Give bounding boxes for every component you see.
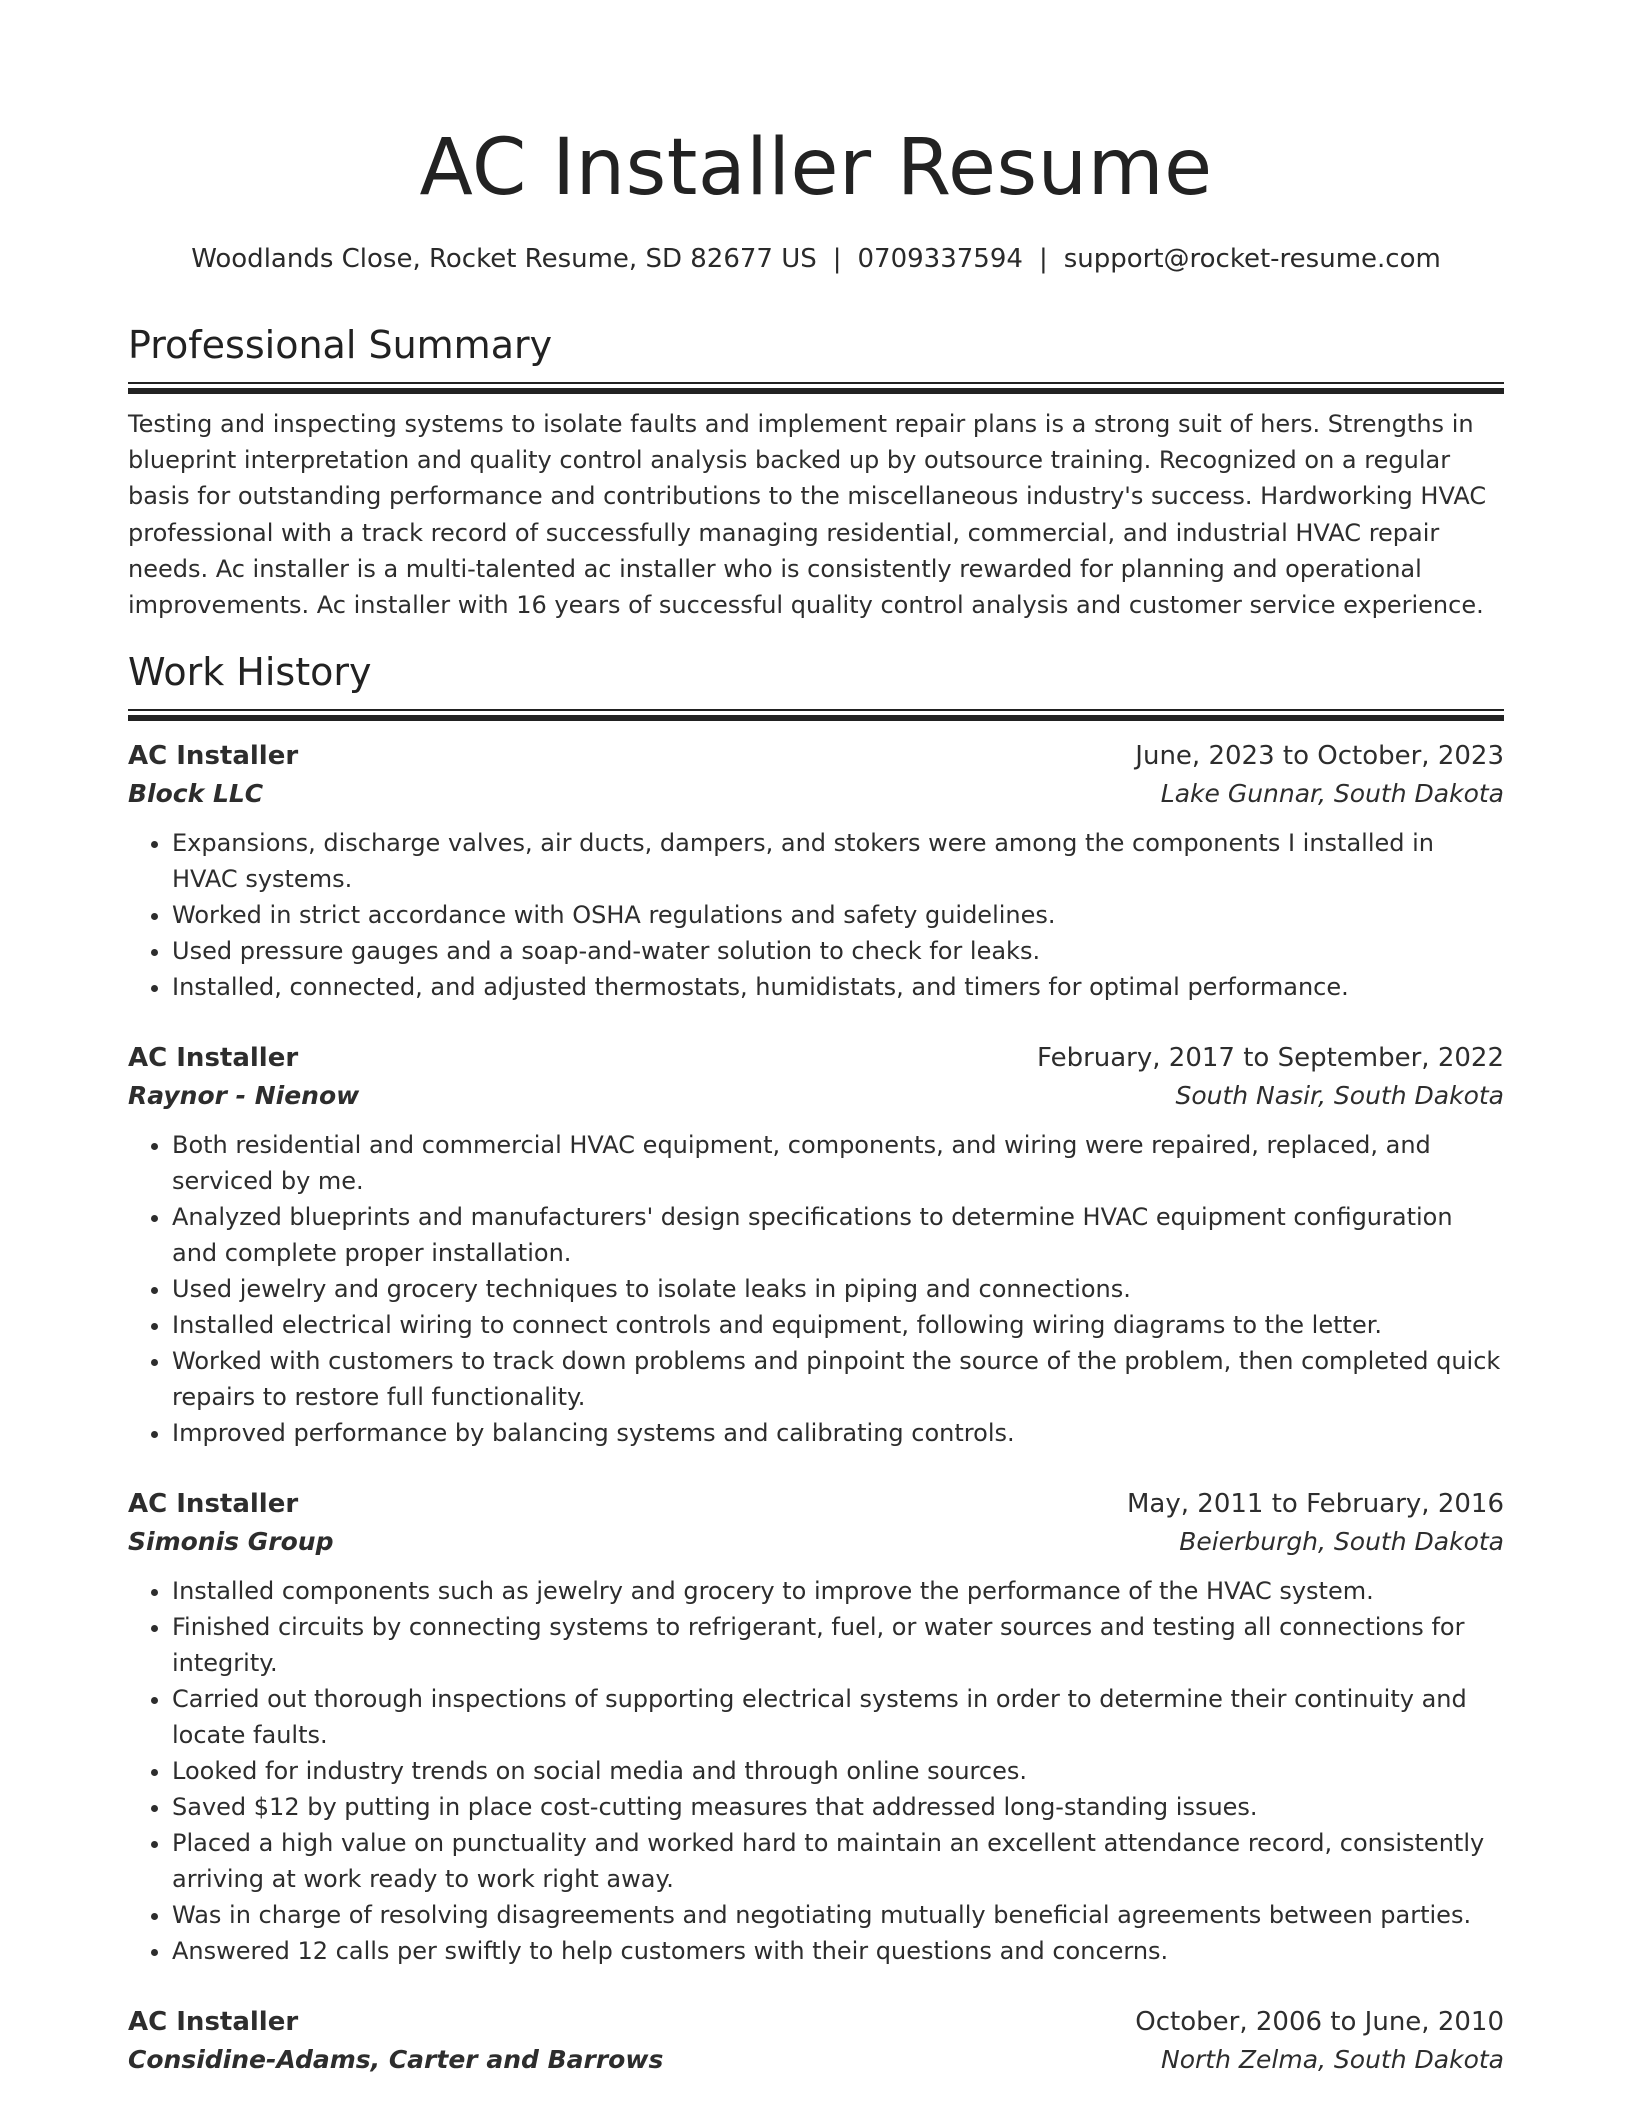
job-bullet: • Finished circuits by connecting systems to refrigerant, fuel, or water sources and testing all connections for integrity.	[172, 1609, 1504, 1681]
resume-page	[128, 0, 1504, 2079]
job-dates: October, 2006 to June, 2010	[1135, 2007, 1504, 2038]
section-divider	[128, 709, 1504, 719]
job-location: Lake Gunnar, South Dakota	[1160, 779, 1504, 809]
job-header-row	[128, 2003, 1504, 2041]
professional-summary-section	[128, 320, 1504, 623]
job-title: AC Installer	[128, 2007, 299, 2038]
job-bullet: • Installed, connected, and adjusted thermostats, humidistats, and timers for optimal performance.	[172, 969, 1504, 1005]
resume-title: AC Installer Resume	[419, 123, 1213, 213]
job-bullet: • Installed electrical wiring to connect controls and equipment, following wiring diagrams to the letter.	[172, 1307, 1504, 1343]
job-bullet: • Answered 12 calls per swiftly to help customers with their questions and concerns.	[172, 1933, 1504, 1969]
job-bullet: • Installed components such as jewelry and grocery to improve the performance of the HVAC system.	[172, 1573, 1504, 1609]
job-bullet: • Carried out thorough inspections of supporting electrical systems in order to determine their continuity and locate faults.	[172, 1681, 1504, 1753]
job-entry	[128, 1039, 1504, 1451]
job-location: South Nasir, South Dakota	[1175, 1081, 1504, 1111]
job-bullet-list	[128, 825, 1504, 1005]
job-title: AC Installer	[128, 1489, 299, 1520]
contact-separator: |	[832, 244, 842, 274]
job-company-row	[128, 2041, 1504, 2079]
job-bullet: • Worked with customers to track down problems and pinpoint the source of the problem, then completed quick repairs to restore full functionality.	[172, 1343, 1504, 1415]
job-company-row	[128, 775, 1504, 813]
job-bullet: • Worked in strict accordance with OSHA regulations and safety guidelines.	[172, 897, 1504, 933]
job-bullet: • Saved $12 by putting in place cost-cutting measures that addressed long-standing issues.	[172, 1789, 1504, 1825]
job-company: Block LLC	[128, 779, 264, 809]
summary-text: Testing and inspecting systems to isolate faults and implement repair plans is a strong suit of hers. Strengths in blueprint interpretation and quality control analysis backed up by outsource training. Recognized on a regular basis for outstanding performance and contributions to the miscellaneous industry's success. Hardworking HVAC professional with a track record of successfully managing residential, commercial, and industrial HVAC repair needs. Ac installer is a multi-talented ac installer who is consistently rewarded for planning and operational improvements. Ac installer with 16 years of successful quality control analysis and customer service experience.	[128, 410, 1487, 620]
job-company: Considine-Adams, Carter and Barrows	[128, 2045, 664, 2075]
job-title: AC Installer	[128, 741, 299, 772]
job-bullet: • Was in charge of resolving disagreements and negotiating mutually beneficial agreements between parties.	[172, 1897, 1504, 1933]
work-history-section	[128, 647, 1504, 2079]
job-bullet: • Analyzed blueprints and manufacturers' design specifications to determine HVAC equipment configuration and complete proper installation.	[172, 1199, 1504, 1271]
job-company-row	[128, 1523, 1504, 1561]
job-header-row	[128, 1485, 1504, 1523]
job-bullet: • Improved performance by balancing systems and calibrating controls.	[172, 1415, 1504, 1451]
job-location: North Zelma, South Dakota	[1161, 2045, 1504, 2075]
job-bullet-list	[128, 1573, 1504, 1969]
job-bullet: • Used pressure gauges and a soap-and-water solution to check for leaks.	[172, 933, 1504, 969]
job-entry	[128, 1485, 1504, 1969]
job-header-row	[128, 1039, 1504, 1077]
job-bullet: • Both residential and commercial HVAC equipment, components, and wiring were repaired, replaced, and serviced by me.	[172, 1127, 1504, 1199]
contact-phone: 0709337594	[857, 244, 1023, 274]
contact-address: Woodlands Close, Rocket Resume, SD 82677 US	[191, 244, 817, 274]
contact-email: support@rocket-resume.com	[1063, 244, 1441, 274]
job-company: Simonis Group	[128, 1527, 334, 1557]
job-bullet: • Used jewelry and grocery techniques to isolate leaks in piping and connections.	[172, 1271, 1504, 1307]
job-bullet: • Looked for industry trends on social media and through online sources.	[172, 1753, 1504, 1789]
job-dates: June, 2023 to October, 2023	[1135, 741, 1504, 772]
job-dates: May, 2011 to February, 2016	[1127, 1489, 1504, 1520]
job-bullet: • Placed a high value on punctuality and worked hard to maintain an excellent attendance record, consistently arriving at work ready to work right away.	[172, 1825, 1504, 1897]
job-bullet: • Expansions, discharge valves, air ducts, dampers, and stokers were among the components I installed in HVAC systems.	[172, 825, 1504, 897]
contact-separator: |	[1038, 244, 1048, 274]
job-title: AC Installer	[128, 1043, 299, 1074]
job-entry	[128, 737, 1504, 1005]
job-company: Raynor - Nienow	[128, 1081, 360, 1111]
section-heading-summary: Professional Summary	[128, 323, 553, 367]
job-list	[128, 737, 1504, 2079]
job-location: Beierburgh, South Dakota	[1179, 1527, 1504, 1557]
job-bullet-list	[128, 1127, 1504, 1451]
section-heading-work-history: Work History	[128, 650, 372, 695]
job-header-row	[128, 737, 1504, 775]
section-divider	[128, 382, 1504, 392]
job-entry	[128, 2003, 1504, 2079]
contact-line	[128, 242, 1504, 276]
job-dates: February, 2017 to September, 2022	[1037, 1043, 1504, 1074]
job-company-row	[128, 1077, 1504, 1115]
